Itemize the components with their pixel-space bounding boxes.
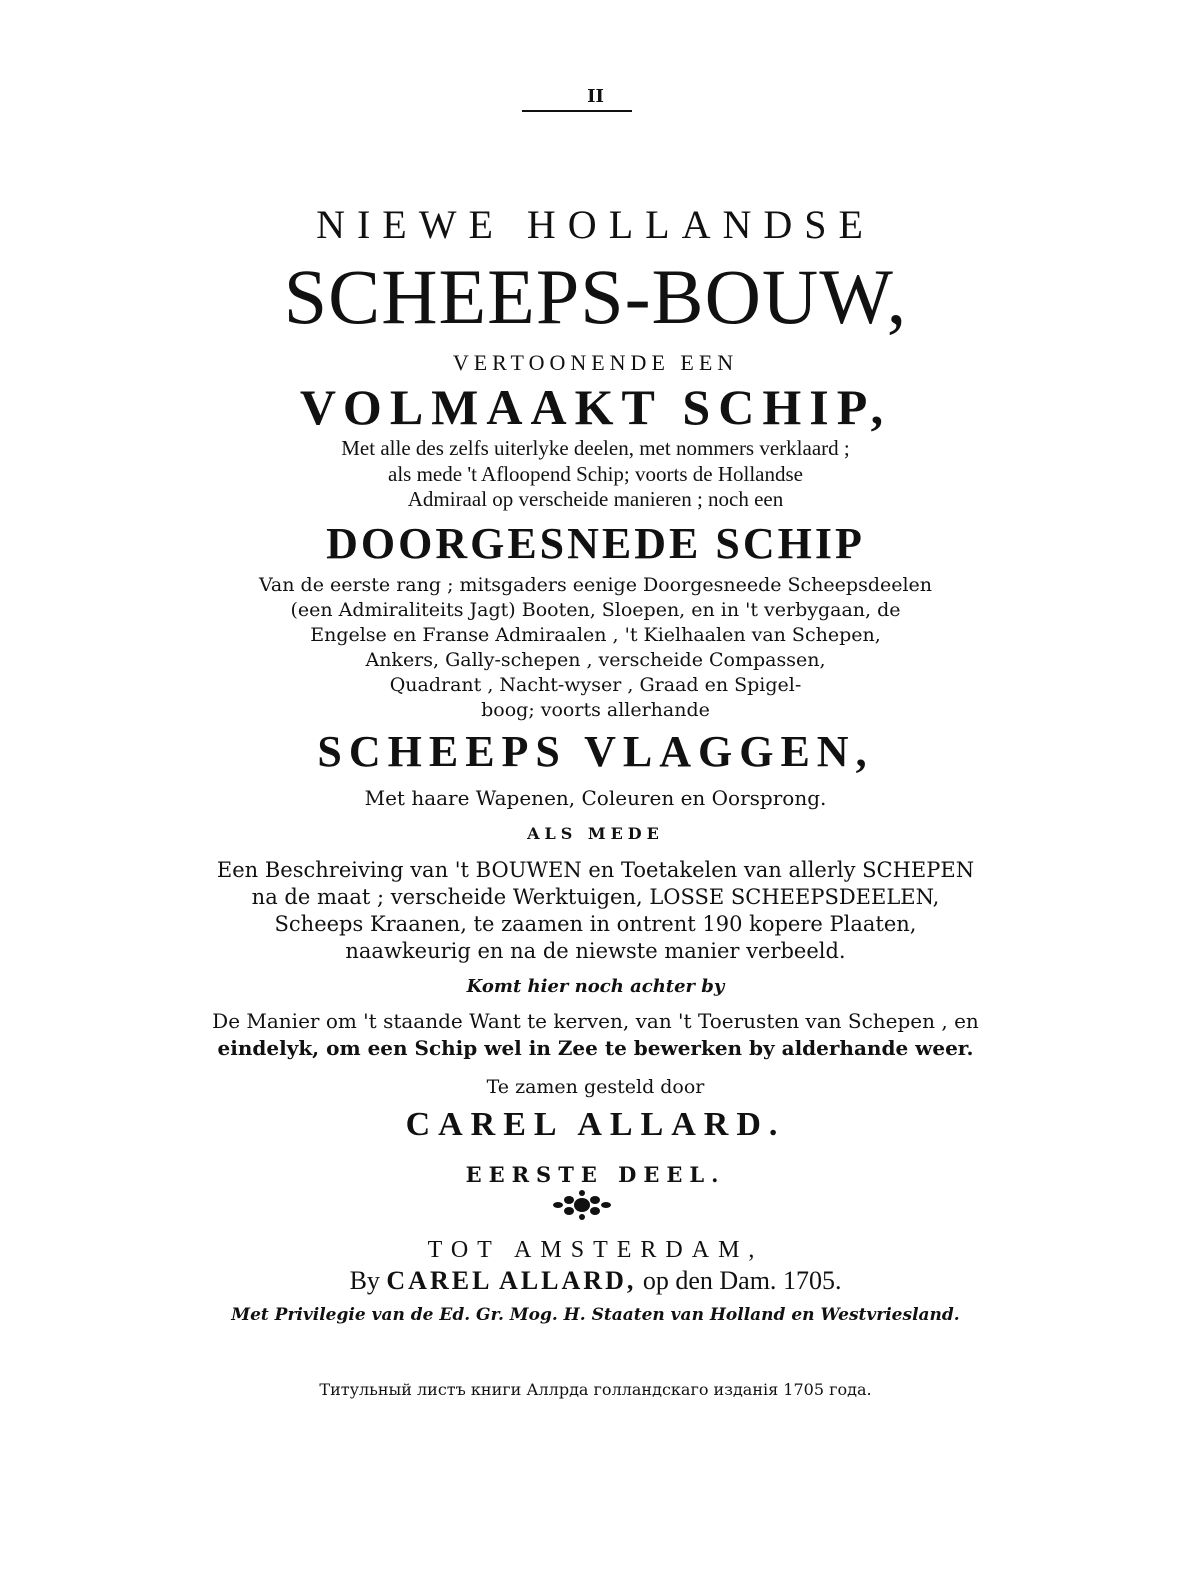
desc1-line-3: Admiraal op verscheide manieren ; noch een xyxy=(407,487,784,511)
desc3: Met haare Wapenen, Coleuren en Oorsprong. xyxy=(364,786,827,810)
title-main: SCHEEPS-BOUW, xyxy=(283,253,908,340)
privilege: Met Privilegie van de Ed. Gr. Mog. H. Staaten van Holland en Westvriesland. xyxy=(231,1305,960,1325)
caption: Титульный листъ книги Аллрда голландскаго изданія 1705 года. xyxy=(319,1380,872,1399)
desc1-line-2: als mede 't Afloopend Schip; voorts de Hollandse xyxy=(388,462,803,486)
desc5-line-1: De Manier om 't staande Want te kerven, van 't Toerusten van Schepen , en xyxy=(212,1009,979,1033)
imprint-year: 1705. xyxy=(782,1266,842,1295)
ornament-icon xyxy=(551,1188,613,1222)
desc2-line-3: Engelse en Franse Admiraalen , 't Kielhaalen van Schepen, xyxy=(310,624,881,646)
desc2-line-6: boog; voorts allerhande xyxy=(481,699,710,721)
author-name: CAREL ALLARD. xyxy=(405,1106,786,1143)
desc1-line-1: Met alle des zelfs uiterlyke deelen, met nommers verklaard ; xyxy=(341,436,850,460)
page-number: II xyxy=(587,86,604,107)
desc2-line-4: Ankers, Gally-schepen , verscheide Compassen, xyxy=(365,649,826,671)
title-heading-schip: VOLMAAKT SCHIP, xyxy=(299,379,892,435)
imprint-by: By xyxy=(349,1266,380,1295)
te-zamen: Te zamen gesteld door xyxy=(486,1076,705,1098)
desc2-line-1: Van de eerste rang ; mitsgaders eenige Doorgesneede Scheepsdeelen xyxy=(258,574,933,596)
imprint-place: op den Dam. xyxy=(642,1266,777,1295)
desc4-line-1: Een Beschreiving van 't BOUWEN en Toetakelen van allerly SCHEPEN xyxy=(216,858,975,882)
part-label: EERSTE DEEL. xyxy=(465,1162,726,1187)
imprint-city: TOT AMSTERDAM, xyxy=(427,1237,764,1263)
heading-vlaggen: SCHEEPS VLAGGEN, xyxy=(317,727,874,776)
imprint-publisher: CAREL ALLARD, xyxy=(386,1266,637,1295)
desc4-line-4: naawkeurig en na de niewste manier verbeeld. xyxy=(345,939,846,963)
desc5-line-2: eindelyk, om een Schip wel in Zee te bewerken by alderhande weer. xyxy=(217,1036,974,1060)
heading-doorgesnede: DOORGESNEDE SCHIP xyxy=(326,519,865,568)
komt-hier: Komt hier noch achter by xyxy=(466,976,725,997)
desc2-line-5: Quadrant , Nacht-wyser , Graad en Spigel- xyxy=(389,674,802,696)
desc4-line-2: na de maat ; verscheide Werktuigen, LOSSE SCHEEPSDEELEN, xyxy=(251,885,940,909)
als-mede: ALS MEDE xyxy=(527,824,664,843)
header-rule xyxy=(522,110,632,112)
desc4-line-3: Scheeps Kraanen, te zaamen in ontrent 190 kopere Plaaten, xyxy=(274,912,917,936)
title-line-1: NIEWE HOLLANDSE xyxy=(316,202,875,247)
desc2-line-2: (een Admiraliteits Jagt) Booten, Sloepen, en in 't verbygaan, de xyxy=(290,599,901,621)
title-subline: VERTOONENDE EEN xyxy=(452,350,739,375)
imprint-line xyxy=(0,1268,1191,1294)
